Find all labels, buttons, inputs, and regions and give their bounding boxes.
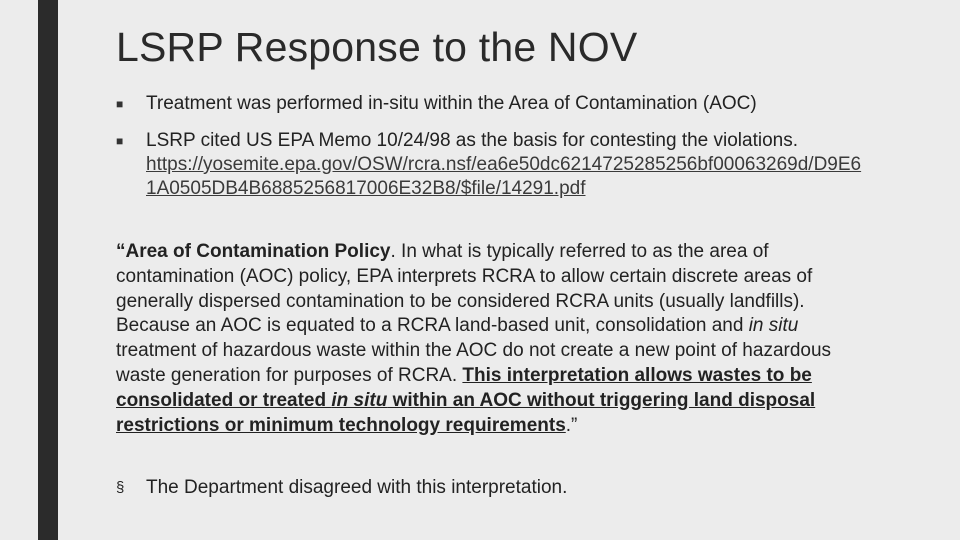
bullet-text: Treatment was performed in-situ within the Area of Contamination (AOC) (146, 93, 757, 114)
sub-bullet-text: The Department disagreed with this interpretation. (146, 477, 568, 498)
quote-lead: “Area of Contamination Policy (116, 241, 391, 262)
quote-text: treatment of hazardous waste within the AOC do not create a new point of hazardous waste generation for purposes of RCRA. (116, 340, 832, 386)
square-bullet-icon: ■ (116, 134, 124, 148)
quote-italic: in situ (748, 315, 799, 337)
epa-memo-link[interactable]: https://yosemite.epa.gov/OSW/rcra.nsf/ea6e50dc6214725285256bf00063269d/D9E61A0505DB4B6885256817006E32B8/$file/14291.pdf (146, 154, 862, 199)
square-bullet-icon: ■ (116, 97, 124, 111)
slide-title: LSRP Response to the NOV (116, 24, 638, 70)
quote-text: . In what is typically referred to as the area of contamination (AOC) policy, EPA interprets RCRA to allow certain discrete areas of generally dispersed contamination to be considered RCRA units (usually landfills). Because an AOC is equated to a RCRA land-based unit, consolidation and (116, 241, 813, 337)
quote-end: .” (565, 414, 578, 436)
left-accent-bar (38, 0, 58, 540)
quote-emphasis: This interpretation allows wastes to be consolidated or treated in situ within an AOC without triggering land disposal restrictions or minimum technology requirements (116, 364, 816, 436)
section-bullet-icon: § (116, 479, 125, 496)
bullet-text: LSRP cited US EPA Memo 10/24/98 as the basis for contesting the violations. (146, 130, 798, 151)
aoc-policy-quote (116, 240, 866, 438)
